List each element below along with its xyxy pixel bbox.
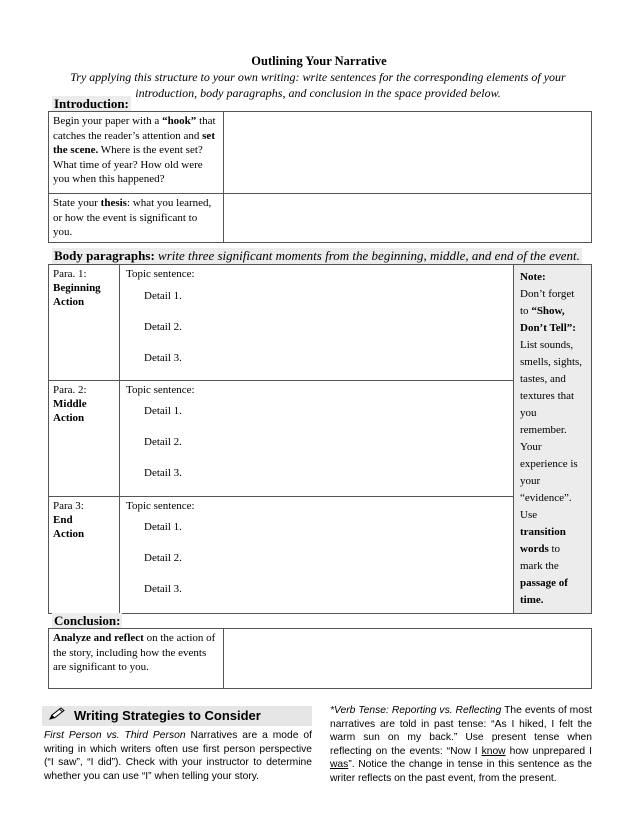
passage-of-time-term: passage of time.: [520, 577, 568, 606]
set-scene-term: set the scene.: [53, 129, 215, 156]
detail-label: Detail 1.: [144, 405, 182, 418]
topic-sentence-label: Topic sentence:: [126, 499, 195, 512]
text: Where is the event set? What time of year? How old were you when this happened?: [53, 144, 203, 185]
introduction-label: Introduction:: [54, 96, 129, 111]
introduction-table: [48, 111, 592, 243]
tip-text: how unprepared I: [505, 745, 592, 757]
detail-label: Detail 1.: [144, 521, 182, 534]
detail-label: Detail 2.: [144, 320, 182, 333]
detail-label: Detail 3.: [144, 583, 182, 596]
para-3-outline[interactable]: [120, 496, 514, 613]
detail-label: Detail 1.: [144, 289, 182, 302]
body-table: [48, 264, 592, 614]
text: State your: [53, 197, 101, 209]
para-2-outline[interactable]: [120, 380, 514, 496]
label-note: write three significant moments from the beginning, middle, and end of the event.: [154, 248, 580, 263]
tip-text: ”. Notice the change in tense in this sentence as the writer reflects on the past event, from the present.: [330, 759, 592, 784]
topic-sentence-label: Topic sentence:: [126, 383, 195, 396]
para-1-outline[interactable]: [120, 265, 514, 381]
show-dont-tell-term: “Show, Don’t Tell”:: [520, 305, 576, 334]
writing-strategies-heading: [42, 706, 312, 726]
note-title: Note:: [520, 271, 546, 283]
para-3-label: [49, 496, 120, 613]
intro-thesis-answer-area[interactable]: [224, 194, 592, 243]
text: List sounds, smells, sights, tastes, and textures that you remember. Your experience is your “evidence”. Use: [520, 339, 583, 521]
show-dont-tell-note: [514, 265, 592, 614]
text: on the action of the story, including how the events are significant to you.: [53, 632, 216, 673]
text: that catches the reader’s attention and: [53, 115, 216, 142]
tip-text: Narratives are a mode of writing in which writers often use first person perspective (“I saw”, “I did”). Check with your instructor to determine whether you can use “I” when telling your story.: [44, 730, 312, 782]
verb-tense-tip: [330, 704, 592, 785]
first-vs-third-person-tip: [44, 729, 312, 783]
label-text: Body paragraphs:: [54, 248, 155, 263]
underlined-word: was: [330, 759, 349, 770]
pencil-icon: [48, 707, 66, 727]
transition-words-term: transition words: [520, 526, 566, 555]
hook-term: “hook”: [162, 115, 197, 127]
tip-text: The events of most narratives are told in past tense: “As I hiked, I felt the warm sun on my back.” Use present tense when reflecting on the events: “Now I: [330, 705, 592, 757]
conclusion-answer-area[interactable]: [224, 629, 592, 689]
para-number: Para 3:: [53, 499, 84, 512]
page-subtitle: Try applying this structure to your own writing: write sentences for the corresponding elements of your introduction, body paragraphs, and conclusion in the space provided below.: [70, 70, 566, 100]
intro-hook-answer-area[interactable]: [224, 112, 592, 194]
thesis-term: thesis: [100, 197, 127, 209]
text: Begin your paper with a: [53, 115, 163, 127]
detail-label: Detail 2.: [144, 552, 182, 565]
para-name: End: [53, 513, 73, 526]
conclusion-prompt: [49, 629, 224, 689]
para-name: Action: [53, 527, 85, 540]
detail-label: Detail 3.: [144, 351, 182, 364]
text: : what you learned, or how the event is significant to you.: [53, 197, 212, 238]
tip-lead: First Person vs. Third Person: [44, 730, 186, 741]
para-name: Middle: [53, 397, 87, 410]
analyze-reflect-term: Analyze and reflect: [53, 632, 144, 644]
para-name: Beginning: [53, 282, 101, 294]
heading-text: Writing Strategies to Consider: [74, 708, 261, 723]
detail-label: Detail 2.: [144, 436, 182, 449]
para-2-label: [49, 380, 120, 496]
detail-label: Detail 3.: [144, 467, 182, 480]
intro-thesis-prompt: [49, 194, 224, 243]
intro-hook-prompt: [49, 112, 224, 194]
para-name: Action: [53, 411, 85, 424]
conclusion-label: Conclusion:: [54, 613, 121, 628]
body-paragraphs-label: [52, 248, 582, 264]
page-title: Outlining Your Narrative: [251, 54, 387, 68]
tip-lead: *Verb Tense: Reporting vs. Reflecting: [330, 705, 502, 716]
para-number: Para. 1:: [53, 268, 87, 280]
para-name: Action: [53, 296, 85, 308]
text: to mark the: [520, 543, 561, 572]
underlined-word: know: [481, 745, 506, 757]
para-number: Para. 2:: [53, 383, 87, 396]
para-1-label: [49, 265, 120, 381]
topic-sentence-label: Topic sentence:: [126, 268, 195, 280]
conclusion-table: [48, 628, 592, 689]
text: Don’t forget to: [520, 288, 575, 317]
